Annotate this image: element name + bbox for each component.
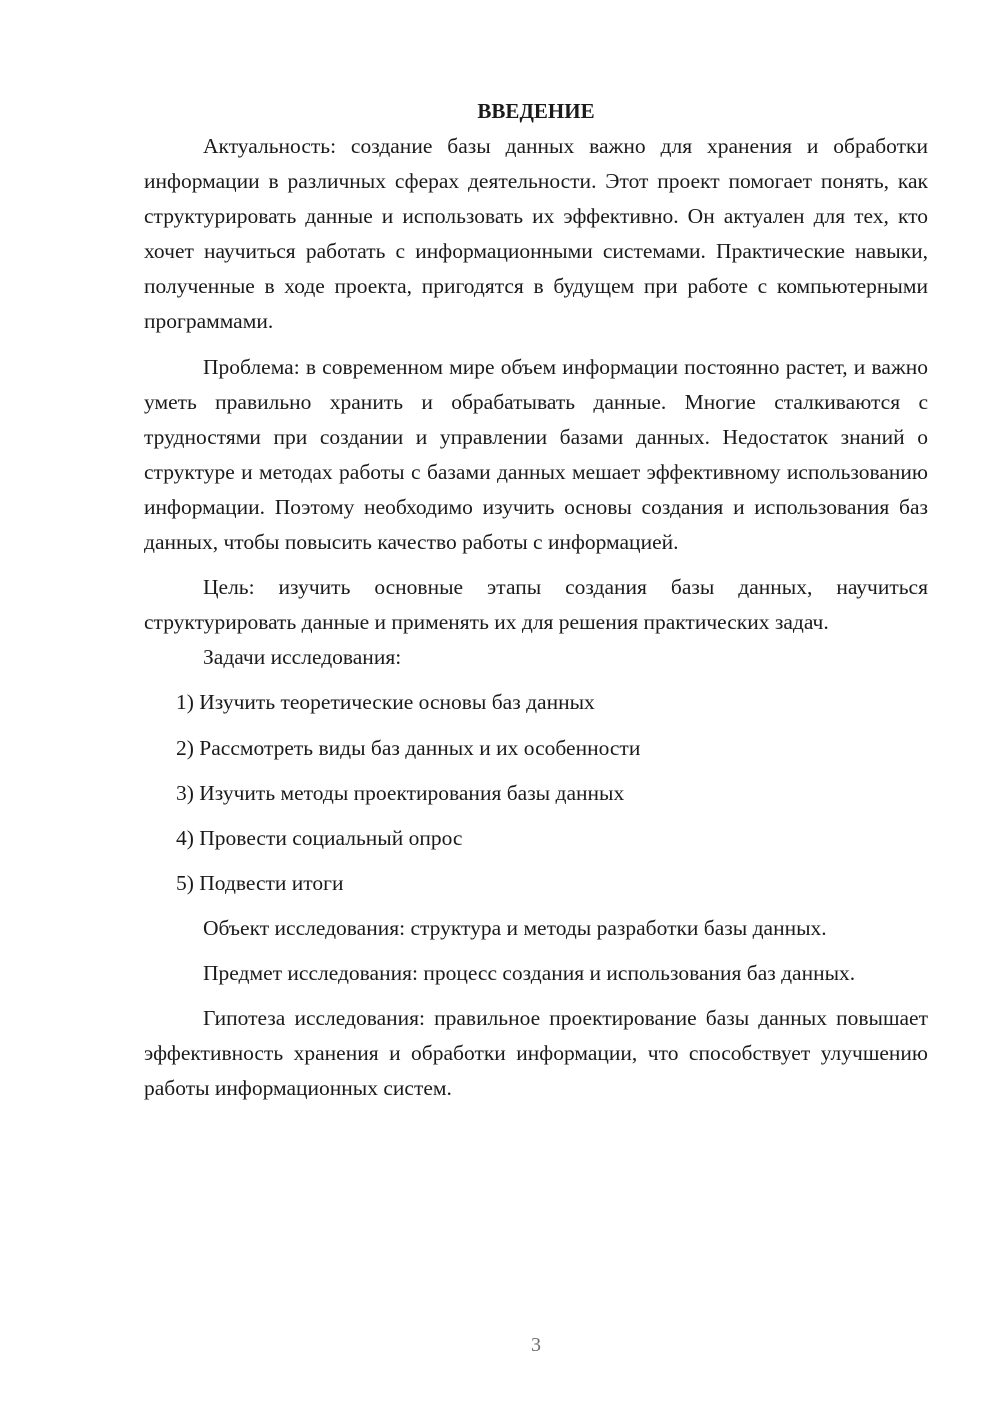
tasks-list [144, 685, 928, 900]
paragraph-subject: Предмет исследования: процесс создания и использования баз данных. [203, 960, 856, 985]
tasks-title: Задачи исследования: [203, 645, 402, 670]
list-item: 2) Рассмотреть виды баз данных и их особенности [176, 735, 641, 760]
section-heading: ВВЕДЕНИЕ [477, 99, 595, 123]
paragraph-goal: Цель: изучить основные этапы создания базы данных, научиться структурировать данные и применять их для решения практических задач. [144, 575, 928, 635]
paragraph-relevance: Актуальность: создание базы данных важно для хранения и обработки информации в различных сферах деятельности. Этот проект помогает понять, как структурировать данные и использовать их эффективно. Он актуален для тех, кто хочет научиться работать с информационными системами. Практические навыки, полученные в ходе проекта, пригодятся в будущем при работе с компьютерными программами. [144, 134, 928, 334]
list-item: 1) Изучить теоретические основы баз данных [176, 690, 595, 715]
list-item: 5) Подвести итоги [176, 870, 344, 895]
paragraph-object: Объект исследования: структура и методы разработки базы данных. [203, 915, 827, 940]
page-content [144, 94, 928, 1106]
page-number: 3 [531, 1334, 541, 1356]
paragraph-hypothesis: Гипотеза исследования: правильное проектирование базы данных повышает эффективность хранения и обработки информации, что способствует улучшению работы информационных систем. [144, 1006, 928, 1101]
paragraph-problem: Проблема: в современном мире объем информации постоянно растет, и важно уметь правильно хранить и обрабатывать данные. Многие сталкиваются с трудностями при создании и управлении базами данных. Недостаток знаний о структуре и методах работы с базами данных мешает эффективному использованию информации. Поэтому необходимо изучить основы создания и использования баз данных, чтобы повысить качество работы с информацией. [144, 354, 928, 555]
list-item: 4) Провести социальный опрос [176, 825, 463, 850]
list-item: 3) Изучить методы проектирования базы данных [176, 780, 625, 805]
